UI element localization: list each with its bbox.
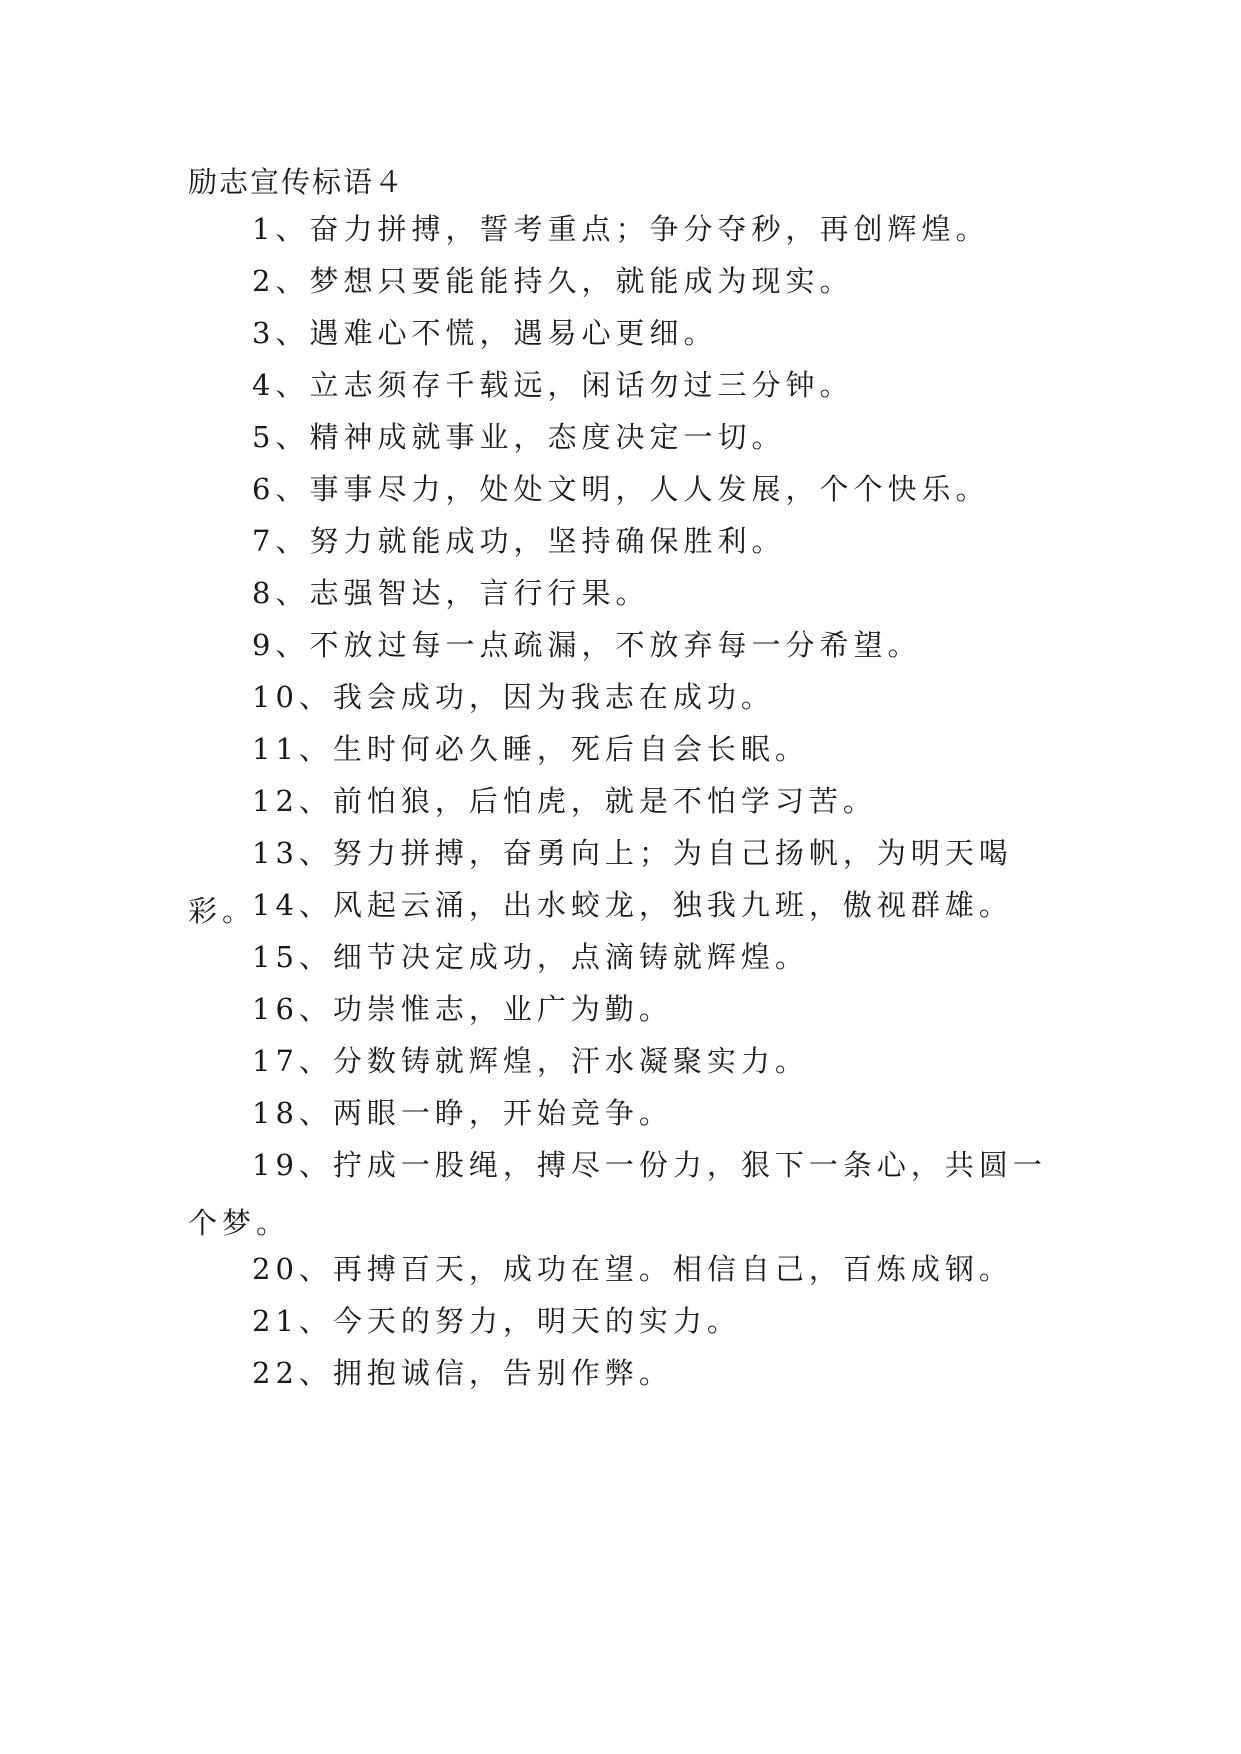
slogan-item: 11、生时何必久睡，死后自会长眠。: [252, 732, 809, 766]
slogan-item: 10、我会成功，因为我志在成功。: [252, 680, 775, 714]
slogan-item: 14、风起云涌，出水蛟龙，独我九班，傲视群雄。: [252, 888, 1013, 922]
slogan-item: 19、拧成一股绳，搏尽一份力，狠下一条心，共圆一个梦。: [188, 1148, 1047, 1240]
slogan-item: 4、立志须存千载远，闲话勿过三分钟。: [252, 368, 854, 402]
slogan-item: 1、奋力拼搏，誓考重点；争分夺秒，再创辉煌。: [252, 212, 990, 246]
slogan-item: 20、再搏百天，成功在望。相信自己，百炼成钢。: [252, 1252, 1013, 1286]
slogan-item: 13、努力拼搏，奋勇向上；为自己扬帆，为明天喝彩。: [188, 836, 1013, 928]
slogan-item: 6、事事尽力，处处文明，人人发展，个个快乐。: [252, 472, 990, 506]
slogan-item: 3、遇难心不慌，遇易心更细。: [252, 316, 718, 350]
slogan-item: 22、拥抱诚信，告别作弊。: [252, 1356, 673, 1390]
slogan-item: 16、功崇惟志，业广为勤。: [252, 992, 673, 1026]
slogan-item: 5、精神成就事业，态度决定一切。: [252, 420, 786, 454]
slogan-item: 21、今天的努力，明天的实力。: [252, 1304, 741, 1338]
slogan-item: 2、梦想只要能能持久，就能成为现实。: [252, 264, 854, 298]
document-title: 励志宣传标语４: [188, 165, 406, 199]
slogan-item: 17、分数铸就辉煌，汗水凝聚实力。: [252, 1044, 809, 1078]
slogan-item: 8、志强智达，言行行果。: [252, 576, 650, 610]
slogan-item: 12、前怕狼，后怕虎，就是不怕学习苦。: [252, 784, 877, 818]
slogan-item: 15、细节决定成功，点滴铸就辉煌。: [252, 940, 809, 974]
slogan-item: 9、不放过每一点疏漏，不放弃每一分希望。: [252, 628, 922, 662]
slogan-item: 7、努力就能成功，坚持确保胜利。: [252, 524, 786, 558]
slogan-item: 18、两眼一睁，开始竞争。: [252, 1096, 673, 1130]
